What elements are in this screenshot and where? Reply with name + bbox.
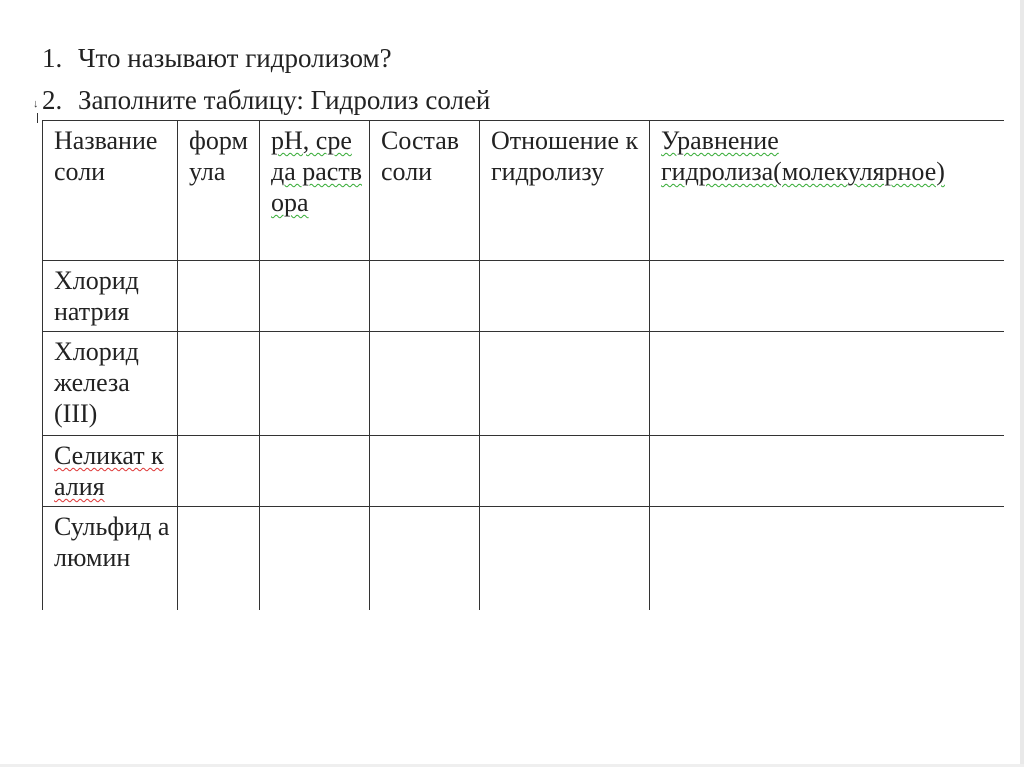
relation-cell[interactable] (480, 332, 650, 436)
equation-cell[interactable] (650, 332, 1005, 436)
table-row (43, 436, 1005, 507)
hydrolysis-table-container (42, 120, 1004, 610)
ph-cell[interactable] (260, 436, 370, 507)
equation-cell[interactable] (650, 436, 1005, 507)
salt-name-cell: Хлорид натрия (43, 261, 178, 332)
text-cursor (37, 113, 38, 123)
relation-cell[interactable] (480, 261, 650, 332)
salt-name-cell: Селикат калия (43, 436, 178, 507)
ph-cell[interactable] (260, 332, 370, 436)
formula-cell[interactable] (178, 436, 260, 507)
header-composition: Состав соли (370, 121, 480, 261)
slide-edge-shadow (1020, 0, 1024, 767)
header-ph: рН, среда раствора (260, 121, 370, 261)
relation-cell[interactable] (480, 507, 650, 611)
question-1-text: Что называют гидролизом? (78, 43, 392, 73)
formula-cell[interactable] (178, 332, 260, 436)
composition-cell[interactable] (370, 332, 480, 436)
question-1 (42, 43, 392, 73)
salt-name-cell: Сульфид алюмин (43, 507, 178, 611)
table-row (43, 261, 1005, 332)
hydrolysis-table (42, 120, 1004, 610)
header-formula: формула (178, 121, 260, 261)
question-2-text: Заполните таблицу: Гидролиз солей (78, 85, 491, 115)
question-2 (42, 85, 490, 115)
equation-cell[interactable] (650, 507, 1005, 611)
header-hydrolysis-relation: Отношение к гидролизу (480, 121, 650, 261)
ph-cell[interactable] (260, 507, 370, 611)
table-header-row (43, 121, 1005, 261)
composition-cell[interactable] (370, 507, 480, 611)
formula-cell[interactable] (178, 261, 260, 332)
header-hydrolysis-equation: Уравнение гидролиза(молекулярное) (650, 121, 1005, 261)
salt-name-cell: Хлорид железа (III) (43, 332, 178, 436)
question-1-number: 1. (42, 43, 63, 73)
formula-cell[interactable] (178, 507, 260, 611)
composition-cell[interactable] (370, 436, 480, 507)
relation-cell[interactable] (480, 436, 650, 507)
table-row (43, 332, 1005, 436)
table-row (43, 507, 1005, 611)
anchor-icon: ↓ (33, 98, 39, 110)
equation-cell[interactable] (650, 261, 1005, 332)
header-salt-name: Название соли (43, 121, 178, 261)
composition-cell[interactable] (370, 261, 480, 332)
ph-cell[interactable] (260, 261, 370, 332)
question-2-number: 2. (42, 85, 63, 115)
